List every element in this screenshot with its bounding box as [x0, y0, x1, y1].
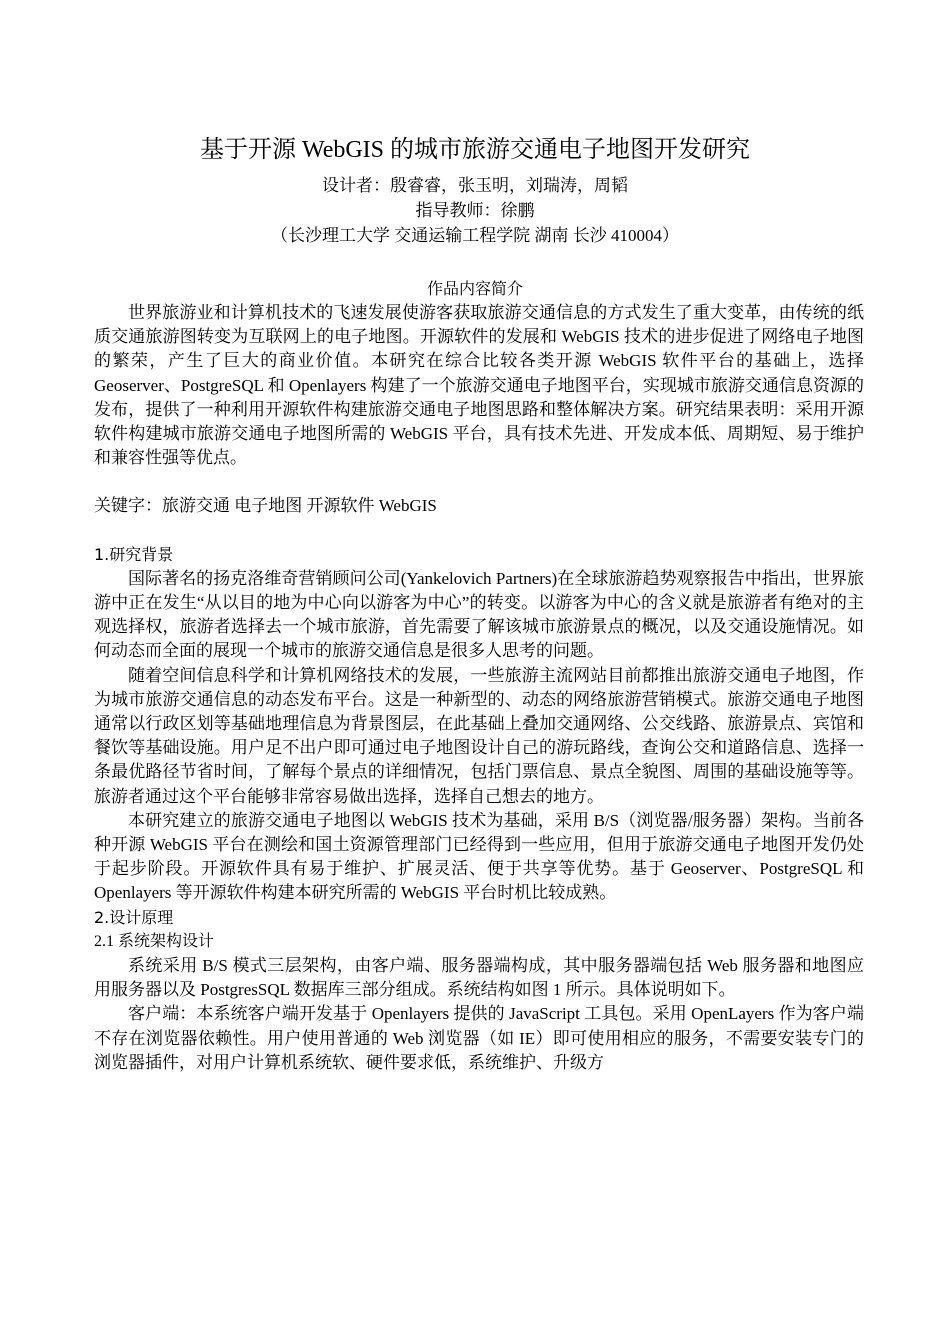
- section2-paragraph: 系统采用 B/S 模式三层架构，由客户端、服务器端构成，其中服务器端包括 Web 服务器和地图应用服务器以及 PostgresSQL 数据库三部分组成。系统结构如图 1 所示。具体说明如下。: [94, 956, 864, 1000]
- abstract-heading: 作品内容简介: [426, 279, 523, 298]
- section1-heading: 1.研究背景: [94, 544, 174, 564]
- section1-paragraph: 随着空间信息科学和计算机网络技术的发展，一些旅游主流网站目前都推出旅游交通电子地图，作为城市旅游交通信息的动态发布平台。这是一种新型的、动态的网络旅游营销模式。旅游交通电子地图通常以行政区划等基础地理信息为背景图层，在此基础上叠加交通网络、公交线路、旅游景点、宾馆和餐饮等基础设施。用户足不出户即可通过电子地图设计自己的游玩路线，查询公交和道路信息、选择一条最优路径节省时间，了解每个景点的详细情况，包括门票信息、景点全貌图、周围的基础设施等等。旅游者通过这个平台能够非常容易做出选择，选择自己想去的地方。: [94, 665, 864, 806]
- section2-1-heading: 2.1 系统架构设计: [94, 932, 215, 950]
- keywords-label: 关键字：: [94, 496, 162, 517]
- authors-line: 设计者：殷睿睿，张玉明，刘瑞涛，周韬: [322, 176, 628, 195]
- section2-paragraph: 客户端：本系统客户端开发基于 Openlayers 提供的 JavaScript 工具包。采用 OpenLayers 作为客户端不存在浏览器依赖性。用户使用普通的 Web 浏览器（如 IE）即可使用相应的服务，不需要安装专门的浏览器插件，对用户计算机系统软、硬件要求低，系统维护、升级方: [94, 1004, 864, 1072]
- paper-title: 基于开源 WebGIS 的城市旅游交通电子地图开发研究: [199, 137, 751, 163]
- advisor-line: 指导教师：徐鹏: [415, 201, 535, 220]
- affiliation-line: （长沙理工大学 交通运输工程学院 湖南 长沙 410004）: [271, 226, 679, 245]
- section1-paragraph: 本研究建立的旅游交通电子地图以 WebGIS 技术为基础，采用 B/S（浏览器/服务器）架构。当前各种开源 WebGIS 平台在测绘和国土资源管理部门已经得到一些应用，但用于旅游交通电子地图开发仍处于起步阶段。开源软件具有易于维护、扩展灵活、便于共享等优势。基于 Geoserver、PostgreSQL 和 Openlayers 等开源软件构建本研究所需的 WebGIS 平台时机比较成熟。: [94, 810, 864, 903]
- section2-heading: 2.设计原理: [94, 907, 174, 927]
- keywords-line: [94, 494, 864, 518]
- section1-paragraph: 国际著名的扬克洛维奇营销顾问公司(Yankelovich Partners)在全球旅游趋势观察报告中指出，世界旅游中正在发生“从以目的地为中心向以游客为中心”的转变。以游客为中心的含义就是旅游者有绝对的主观选择权，旅游者选择去一个城市旅游，首先需要了解该城市旅游景点的概况，以及交通设施情况。如何动态而全面的展现一个城市的旅游交通信息是很多人思考的问题。: [94, 568, 864, 661]
- keywords-value: 旅游交通 电子地图 开源软件 WebGIS: [162, 496, 437, 516]
- body-text: [94, 301, 864, 1075]
- abstract-paragraph: 世界旅游业和计算机技术的飞速发展使游客获取旅游交通信息的方式发生了重大变革，由传统的纸质交通旅游图转变为互联网上的电子地图。开源软件的发展和 WebGIS 技术的进步促进了网络电子地图的繁荣，产生了巨大的商业价值。本研究在综合比较各类开源 WebGIS 软件平台的基础上，选择 Geoserver、PostgreSQL 和 Openlayers 构建了一个旅游交通电子地图平台，实现城市旅游交通信息资源的发布，提供了一种利用开源软件构建旅游交通电子地图思路和整体解决方案。研究结果表明：采用开源软件构建城市旅游交通电子地图所需的 WebGIS 平台，具有技术先进、开发成本低、周期短、易于维护和兼容性强等优点。: [94, 303, 864, 468]
